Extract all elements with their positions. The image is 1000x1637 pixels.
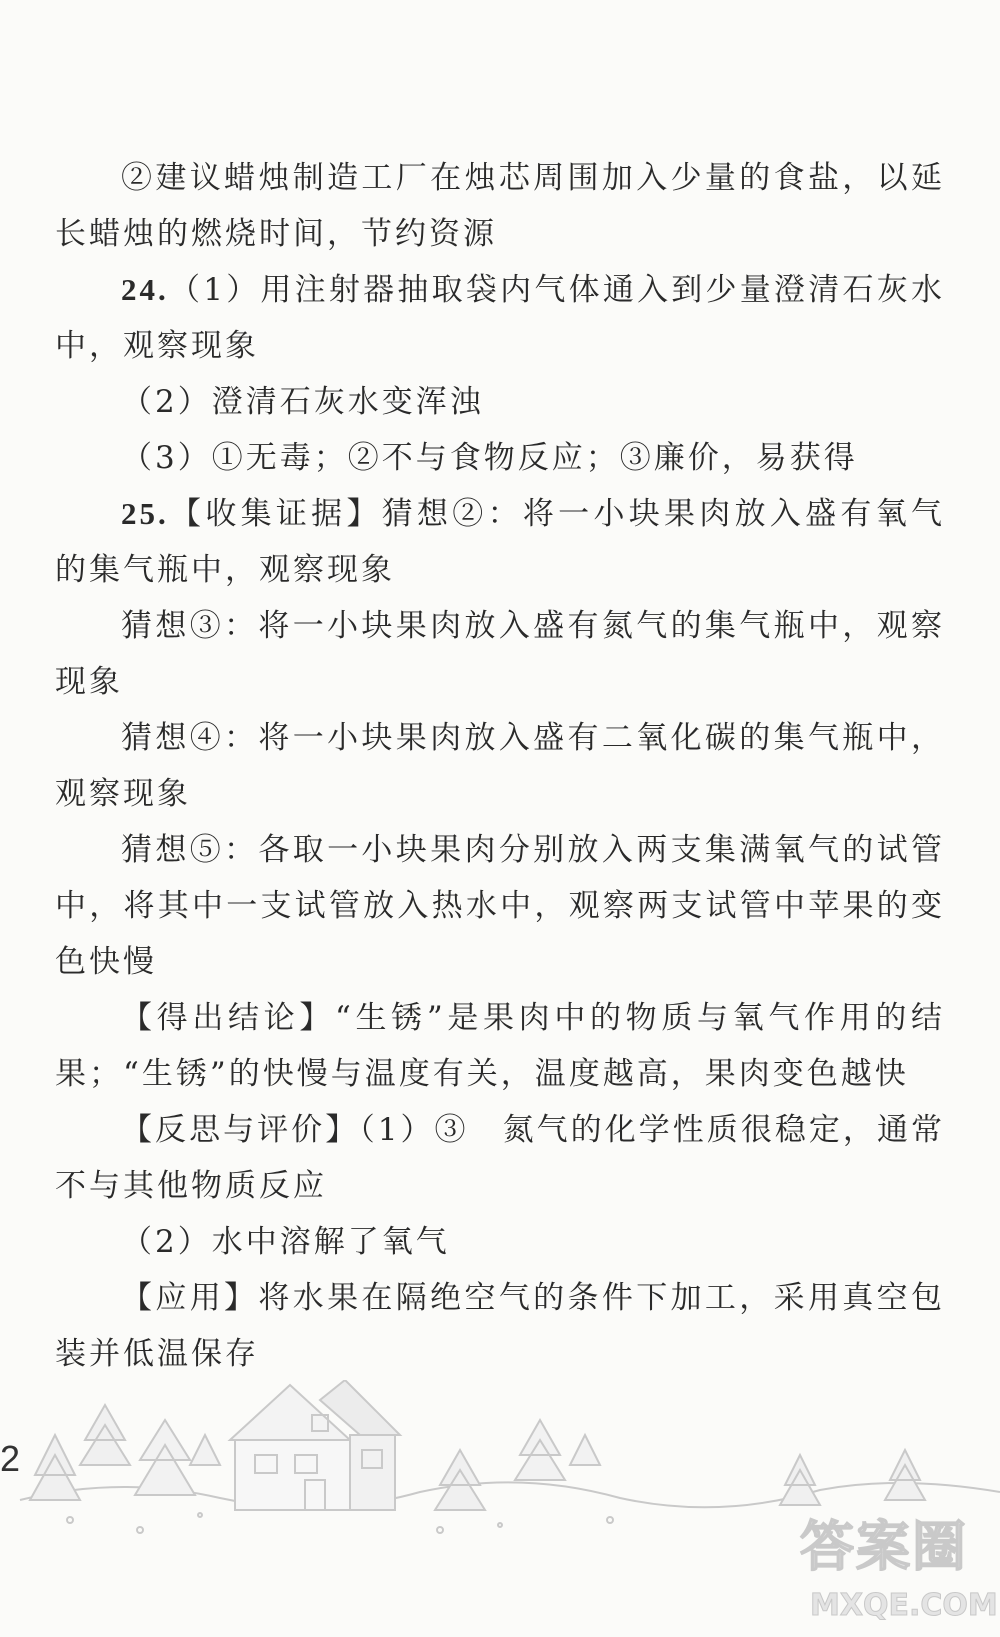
paragraph-application: 【应用】将水果在隔绝空气的条件下加工，采用真空包装并低温保存	[55, 1280, 945, 1372]
paragraph-conclusion: 【得出结论】“生锈”是果肉中的物质与氧气作用的结果；“生锈”的快慢与温度有关，温度越高，果肉变色越快	[55, 1000, 945, 1092]
paragraph-25-evidence: 25.【收集证据】猜想②：将一小块果肉放入盛有氧气的集气瓶中，观察现象	[55, 496, 945, 588]
paragraph-guess-3: 猜想③：将一小块果肉放入盛有氮气的集气瓶中，观察现象	[55, 608, 945, 700]
paragraph-24-2: （2）澄清石灰水变浑浊	[121, 384, 484, 420]
paragraph-guess-4: 猜想④：将一小块果肉放入盛有二氧化碳的集气瓶中，观察现象	[55, 720, 945, 812]
question-number-24: 24.	[121, 272, 169, 307]
question-number-25: 25.	[121, 496, 169, 531]
paragraph-reflection-1: 【反思与评价】（1）③ 氮气的化学性质很稳定，通常不与其他物质反应	[55, 1112, 945, 1204]
watermark-url: MXQE.COM	[810, 1588, 998, 1623]
watermark	[790, 1500, 1000, 1637]
paragraph-reflection-2: （2）水中溶解了氧气	[121, 1224, 450, 1260]
paragraph-24-1: 24.（1）用注射器抽取袋内气体通入到少量澄清石灰水中，观察现象	[55, 272, 945, 364]
page-number: 2	[0, 1438, 21, 1479]
paragraph-23-2: ②建议蜡烛制造工厂在烛芯周围加入少量的食盐，以延长蜡烛的燃烧时间，节约资源	[55, 160, 945, 252]
watermark-logo: 答案圈	[800, 1515, 968, 1578]
paragraph-guess-5: 猜想⑤：各取一小块果肉分别放入两支集满氧气的试管中，将其中一支试管放入热水中，观察两支试管中苹果的变色快慢	[55, 832, 945, 980]
answer-text	[55, 150, 945, 1382]
paragraph-24-3: （3）①无毒；②不与食物反应；③廉价，易获得	[121, 440, 858, 476]
